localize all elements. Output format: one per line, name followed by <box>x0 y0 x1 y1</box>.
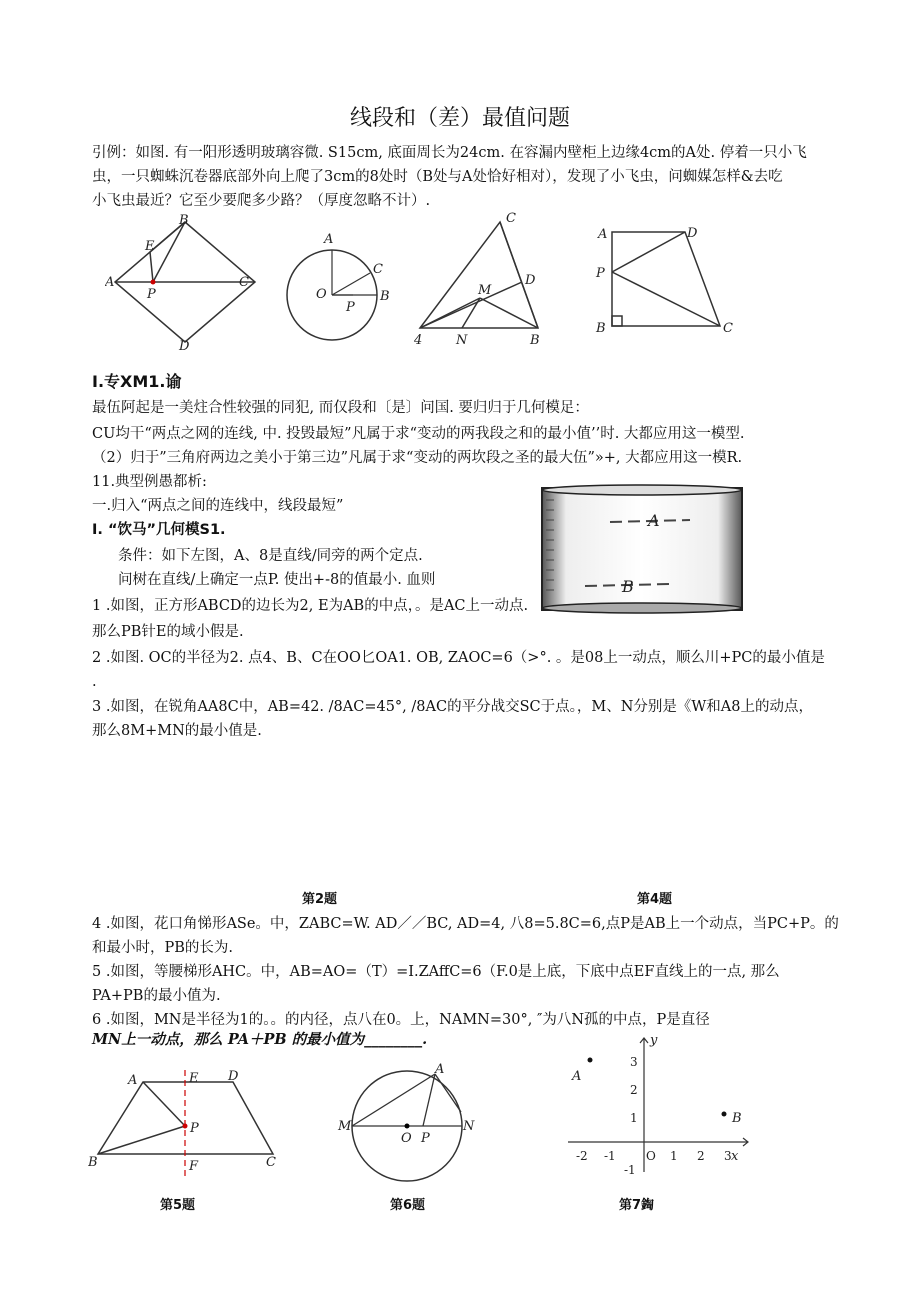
figure-trapezoid <box>590 220 740 345</box>
figure-label: O <box>401 1131 412 1146</box>
figure-label: F <box>189 1159 199 1174</box>
figure-label: C <box>723 321 733 336</box>
figure-label: P <box>596 266 605 281</box>
figure-isosceles-trapezoid <box>88 1068 288 1183</box>
problem-5a: 5 .如图，等腰梯形AHC。中，AB=AO=（T）=I.ZAffC=6（F.0是上底，下底中点EF直线上的一点, 那么 <box>92 964 780 980</box>
figure-label: 2 <box>697 1149 705 1163</box>
figure-label: D <box>525 273 536 288</box>
figure-label: P <box>421 1131 430 1146</box>
problem-1a: 1 .如图，正方形ABCD的边长为2, E为AB的中点，。是AC上一动点. <box>92 598 529 614</box>
figure-label: P <box>190 1121 199 1136</box>
figure-square <box>105 212 265 352</box>
figure-label: -2 <box>576 1149 588 1163</box>
label-d: D <box>179 339 190 352</box>
figure-label: M <box>478 283 492 298</box>
figure-label: B <box>732 1111 742 1126</box>
figure-label: P <box>346 300 355 315</box>
point-a <box>588 1058 593 1063</box>
figure-label: N <box>463 1119 475 1134</box>
intro-line-3: 小飞虫最近？它至少要爬多少路？（厚度忽略不计）. <box>92 193 431 209</box>
figure-label: C <box>266 1155 276 1170</box>
caption-4: 第4题 <box>637 892 673 907</box>
problem-3a: 3 .如图，在锐角AA8C中，AB=42. /8AC=45°, /8AC的平分战交SC于点。，M、N分别是《W和A8上的动点， <box>92 699 813 715</box>
figure-label: 2 <box>630 1083 638 1097</box>
problem-6b: MN上一动点，那么 PA＋PB 的最小值为________. <box>92 1031 428 1048</box>
figure-label: M <box>338 1119 352 1134</box>
label-b: B <box>179 213 189 228</box>
caption-7: 第7鋾 <box>619 1198 655 1213</box>
intro-line-2: 虫，一只蜘蛛沉卷器底部外向上爬了3cm的8处时（B处与A处恰好相对），发现了小飞虫，问蜘媒怎样&去吃 <box>92 169 783 185</box>
page-title: 线段和（差）最值问题 <box>349 106 570 131</box>
point-b <box>722 1112 727 1117</box>
figure-label: 4 <box>414 333 423 348</box>
problem-4a: 4 .如图，花口角悌形ASe。中，ZABC=W. AD／／BC, AD=4, 八8=5.8C=6,点P是AB上一个动点，当PC+P。的 <box>92 916 839 932</box>
figure-label: B <box>88 1155 98 1170</box>
figure-label: 3 <box>724 1149 732 1163</box>
figure-label: B <box>622 577 634 596</box>
figure-label: A <box>648 511 660 530</box>
figure-label: -1 <box>624 1163 636 1177</box>
figure-label: A <box>572 1069 582 1084</box>
figure-label: A <box>435 1062 445 1077</box>
figure-label: A <box>324 232 334 247</box>
figure-label: 1 <box>630 1111 638 1125</box>
figure-label: B <box>380 289 390 304</box>
figure-label: O <box>316 287 327 302</box>
figure-label: y <box>650 1033 658 1048</box>
figure-label: B <box>596 321 606 336</box>
figure-container <box>540 480 745 620</box>
problem-3b: 那么8M+MN的最小值是. <box>92 723 262 739</box>
figure-label: N <box>456 333 468 348</box>
caption-5: 第5题 <box>160 1198 196 1213</box>
figure-label: C <box>506 211 516 226</box>
problem-6a: 6 .如图，MN是半径为1的。。的内径，点八在0。上，NAMN=30°, ″为八N孤的中点，P是直径 <box>92 1012 710 1028</box>
figure-triangle <box>410 210 555 350</box>
label-c: C <box>239 275 249 290</box>
figure-label: E <box>189 1071 199 1086</box>
problem-5b: PA+PB的最小值为. <box>92 988 221 1004</box>
figure-label: B <box>530 333 540 348</box>
caption-2: 第2题 <box>302 892 338 907</box>
figure-label: O <box>646 1149 656 1163</box>
figure-label: C <box>373 262 383 277</box>
figure-label: x <box>731 1149 739 1164</box>
label-p: P <box>147 287 156 302</box>
caption-6: 第6题 <box>390 1198 426 1213</box>
figure-circle-mn <box>335 1062 475 1192</box>
figure-circle <box>280 225 400 350</box>
figure-label: D <box>228 1069 239 1084</box>
problem-2a: 2 .如图. OC的半径为2. 点4、B、C在OO匕OA1. OB, ZAOC=6（>°. 。是08上一动点，顺么川+PC的最小值是 <box>92 650 825 666</box>
figure-label: D <box>687 226 698 241</box>
section-heading: I.专XM1.谕 <box>92 372 182 391</box>
figure-label: A <box>128 1073 138 1088</box>
problem-2b: . <box>92 674 97 690</box>
figure-label: 3 <box>630 1055 638 1069</box>
figure-label: 1 <box>670 1149 678 1163</box>
figure-coordinate-plane <box>560 1032 760 1182</box>
label-e: E <box>145 239 155 254</box>
figure-label: -1 <box>604 1149 616 1163</box>
figure-label: A <box>598 227 608 242</box>
problem-4b: 和最小时，PB的长为. <box>92 940 234 956</box>
intro-line-1: 引例：如图. 有一阳形透明玻璃容微. S15cm, 底面周长为24cm. 在容漏内壁柜上边缘4cm的A处. 停着一只小飞 <box>92 145 807 161</box>
label-a: A <box>105 275 115 290</box>
problem-1b: 那么PB针E的域小假是. <box>92 624 244 640</box>
